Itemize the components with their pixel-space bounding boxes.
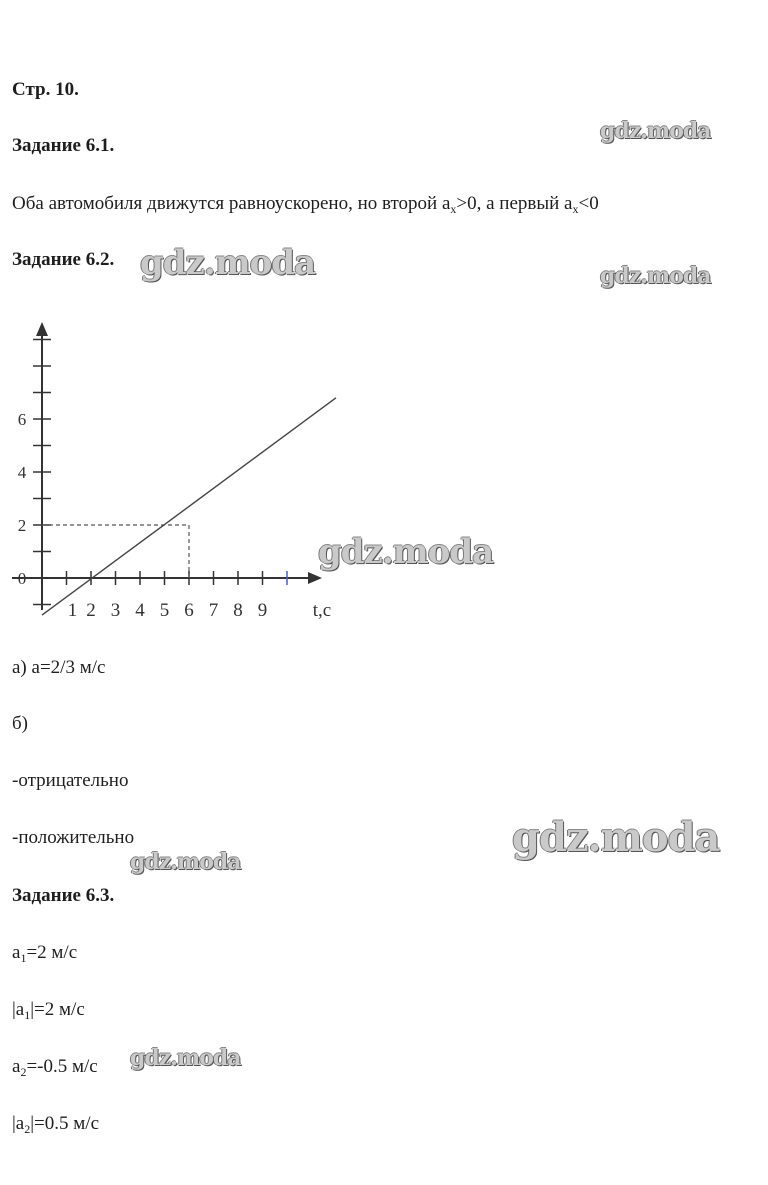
x-tick-label: 6 (184, 600, 194, 621)
task-6-3-title: Задание 6.3. (12, 885, 115, 906)
a1-symbol: a (12, 942, 21, 963)
x-tick-label: 5 (159, 600, 170, 621)
x-tick-label: 9 (257, 600, 268, 621)
task-6-1-answer (12, 194, 599, 215)
x-axis-label: t,c (312, 600, 332, 621)
task-6-3-line-2 (12, 1000, 85, 1021)
task-6-2-title: Задание 6.2. (12, 249, 115, 270)
abs-a1-value: |=2 м/с (30, 999, 85, 1020)
answer-positive: -положительно (12, 827, 135, 848)
abs-a2-value: |=0.5 м/с (30, 1113, 100, 1134)
watermark: gdz.moda (130, 849, 241, 875)
x-tick-label: 4 (135, 600, 145, 621)
task-6-3-line-4 (12, 1114, 99, 1135)
abs-a1-subscript: 1 (24, 1008, 31, 1022)
a2-symbol: a (12, 1056, 21, 1077)
a2-value: =-0.5 м/с (26, 1056, 98, 1077)
watermark: gdz.moda (140, 243, 316, 283)
answer-negative: -отрицательно (12, 770, 129, 791)
abs-a2-subscript: 2 (24, 1122, 31, 1136)
y-axis-arrow (36, 322, 48, 336)
velocity-graph (0, 310, 360, 630)
task-6-1-title: Задание 6.1. (12, 135, 115, 156)
watermark: gdz.moda (600, 263, 711, 289)
x-tick-label: 7 (208, 600, 219, 621)
answer-a: а) a=2/3 м/с (12, 657, 106, 678)
answer-part-1: Оба автомобиля движутся равноускорено, но второй a (12, 193, 451, 214)
x-tick-label: 1 (67, 600, 78, 621)
watermark: gdz.moda (512, 814, 720, 861)
y-tick-label: 4 (17, 463, 27, 482)
watermark: gdz.moda (318, 532, 494, 572)
x-tick-label: 3 (110, 600, 121, 621)
task-6-3-line-3 (12, 1057, 98, 1078)
a1-value: =2 м/с (26, 942, 78, 963)
abs-a1-symbol: |a (12, 999, 25, 1020)
y-tick-label: 2 (17, 516, 27, 535)
answer-b: б) (12, 713, 28, 734)
x-tick-label: 2 (86, 600, 96, 621)
a1-subscript: 1 (20, 951, 27, 965)
answer-part-3: <0 (578, 193, 599, 214)
y-tick-label: 0 (17, 569, 27, 588)
watermark: gdz.moda (130, 1045, 241, 1071)
subscript-x-2: x (572, 202, 579, 216)
x-tick-label: 8 (233, 600, 243, 621)
task-6-3-line-1 (12, 943, 77, 964)
y-tick-label: 6 (17, 410, 27, 429)
page-label: Стр. 10. (12, 79, 79, 100)
answer-part-2: >0, а первый a (456, 193, 573, 214)
x-axis-arrow (308, 572, 322, 584)
subscript-x-1: x (450, 202, 457, 216)
a2-subscript: 2 (20, 1065, 27, 1079)
watermark: gdz.moda (600, 118, 711, 144)
abs-a2-symbol: |a (12, 1113, 25, 1134)
